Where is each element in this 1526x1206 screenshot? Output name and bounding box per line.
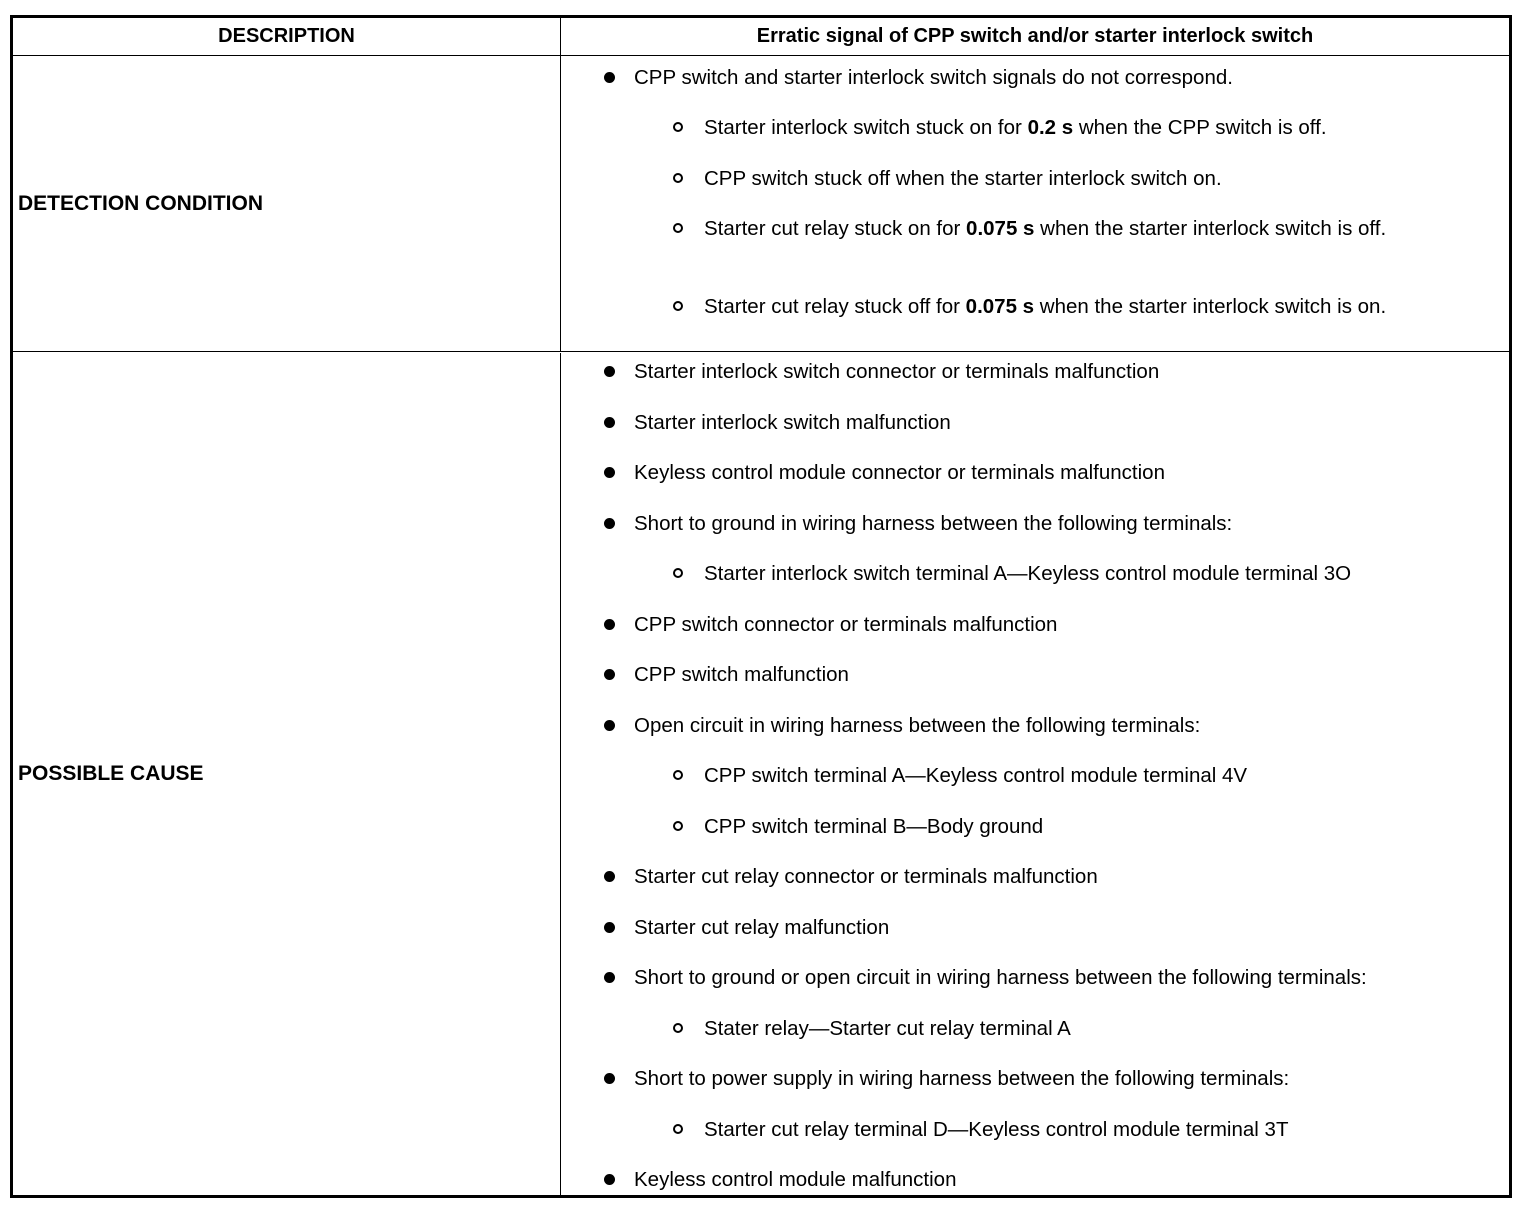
- bullet-dot-icon: [604, 720, 615, 731]
- list-item: [634, 358, 1469, 386]
- item-value: 0.2 s: [1027, 116, 1074, 139]
- list-item: [634, 863, 1469, 891]
- possible-cause-label: POSSIBLE CAUSE: [13, 353, 561, 1195]
- item-text: Short to ground in wiring harness between the following terminals:: [634, 512, 1233, 535]
- diagnostic-table: [10, 15, 1512, 1198]
- list-item: [704, 1116, 1449, 1144]
- list-item: [634, 712, 1469, 740]
- item-text: CPP switch and starter interlock switch signals do not correspond.: [634, 66, 1233, 89]
- list-item: [634, 409, 1469, 437]
- item-text: Starter interlock switch terminal A—Keyless control module terminal 3O: [704, 562, 1352, 585]
- item-text: Open circuit in wiring harness between the following terminals:: [634, 714, 1201, 737]
- item-text: Stater relay—Starter cut relay terminal A: [704, 1017, 1071, 1040]
- bullet-ring-icon: [673, 1124, 683, 1134]
- item-text: Starter cut relay stuck on for: [704, 217, 967, 240]
- item-text: Short to ground or open circuit in wiring harness between the following terminals:: [634, 966, 1367, 989]
- item-text: Keyless control module connector or terminals malfunction: [634, 461, 1165, 484]
- possible-cause-row: [13, 353, 1509, 1195]
- item-text: Starter interlock switch connector or terminals malfunction: [634, 360, 1160, 383]
- item-text: CPP switch connector or terminals malfunction: [634, 613, 1058, 636]
- list-item: [704, 215, 1449, 243]
- item-text: Starter cut relay connector or terminals malfunction: [634, 865, 1098, 888]
- possible-cause-cell: [561, 353, 1509, 1195]
- bullet-dot-icon: [604, 922, 615, 933]
- item-text: Starter interlock switch stuck on for: [704, 116, 1028, 139]
- bullet-ring-icon: [673, 173, 683, 183]
- table-header-row: [13, 18, 1509, 56]
- bullet-dot-icon: [604, 619, 615, 630]
- item-text: CPP switch stuck off when the starter interlock switch on.: [704, 167, 1222, 190]
- bullet-dot-icon: [604, 972, 615, 983]
- list-item: [704, 1015, 1449, 1043]
- bullet-ring-icon: [673, 770, 683, 780]
- list-item: [634, 1065, 1469, 1093]
- list-item: [704, 762, 1449, 790]
- item-text: CPP switch terminal B—Body ground: [704, 815, 1044, 838]
- item-text: Keyless control module malfunction: [634, 1168, 957, 1191]
- item-text: when the starter interlock switch is on.: [1034, 295, 1387, 318]
- bullet-dot-icon: [604, 366, 615, 377]
- list-item: [704, 114, 1449, 142]
- item-text: when the starter interlock switch is off.: [1034, 217, 1387, 240]
- header-description: DESCRIPTION: [13, 18, 561, 55]
- bullet-dot-icon: [604, 518, 615, 529]
- bullet-dot-icon: [604, 1174, 615, 1185]
- bullet-ring-icon: [673, 223, 683, 233]
- item-text: Starter cut relay terminal D—Keyless control module terminal 3T: [704, 1118, 1289, 1141]
- bullet-ring-icon: [673, 1023, 683, 1033]
- list-item: [704, 165, 1449, 193]
- item-text: Starter interlock switch malfunction: [634, 411, 951, 434]
- detection-condition-label: DETECTION CONDITION: [13, 56, 561, 351]
- item-value: 0.075 s: [965, 295, 1035, 318]
- item-value: 0.075 s: [966, 217, 1035, 240]
- bullet-dot-icon: [604, 871, 615, 882]
- list-item: [634, 510, 1469, 538]
- list-item: [634, 964, 1469, 992]
- list-item: [634, 914, 1469, 942]
- bullet-dot-icon: [604, 467, 615, 478]
- list-item: [634, 1166, 1469, 1194]
- item-text: Short to power supply in wiring harness between the following terminals:: [634, 1067, 1290, 1090]
- item-text: Starter cut relay stuck off for: [704, 295, 966, 318]
- item-text: when the CPP switch is off.: [1073, 116, 1327, 139]
- header-dtc-title: Erratic signal of CPP switch and/or starter interlock switch: [756, 25, 1314, 47]
- bullet-dot-icon: [604, 417, 615, 428]
- list-item: [704, 560, 1449, 588]
- detection-condition-row: [13, 56, 1509, 352]
- item-text: CPP switch malfunction: [634, 663, 849, 686]
- list-item: [704, 293, 1449, 321]
- item-text: CPP switch terminal A—Keyless control module terminal 4V: [704, 764, 1248, 787]
- bullet-ring-icon: [673, 301, 683, 311]
- bullet-ring-icon: [673, 568, 683, 578]
- list-item: [704, 813, 1449, 841]
- bullet-ring-icon: [673, 821, 683, 831]
- list-item: [634, 459, 1469, 487]
- bullet-dot-icon: [604, 669, 615, 680]
- list-item: [634, 661, 1469, 689]
- bullet-dot-icon: [604, 1073, 615, 1084]
- bullet-ring-icon: [673, 122, 683, 132]
- bullet-dot-icon: [604, 72, 615, 83]
- detection-condition-cell: [561, 56, 1509, 351]
- list-item: [634, 64, 1469, 92]
- list-item: [634, 611, 1469, 639]
- item-text: Starter cut relay malfunction: [634, 916, 890, 939]
